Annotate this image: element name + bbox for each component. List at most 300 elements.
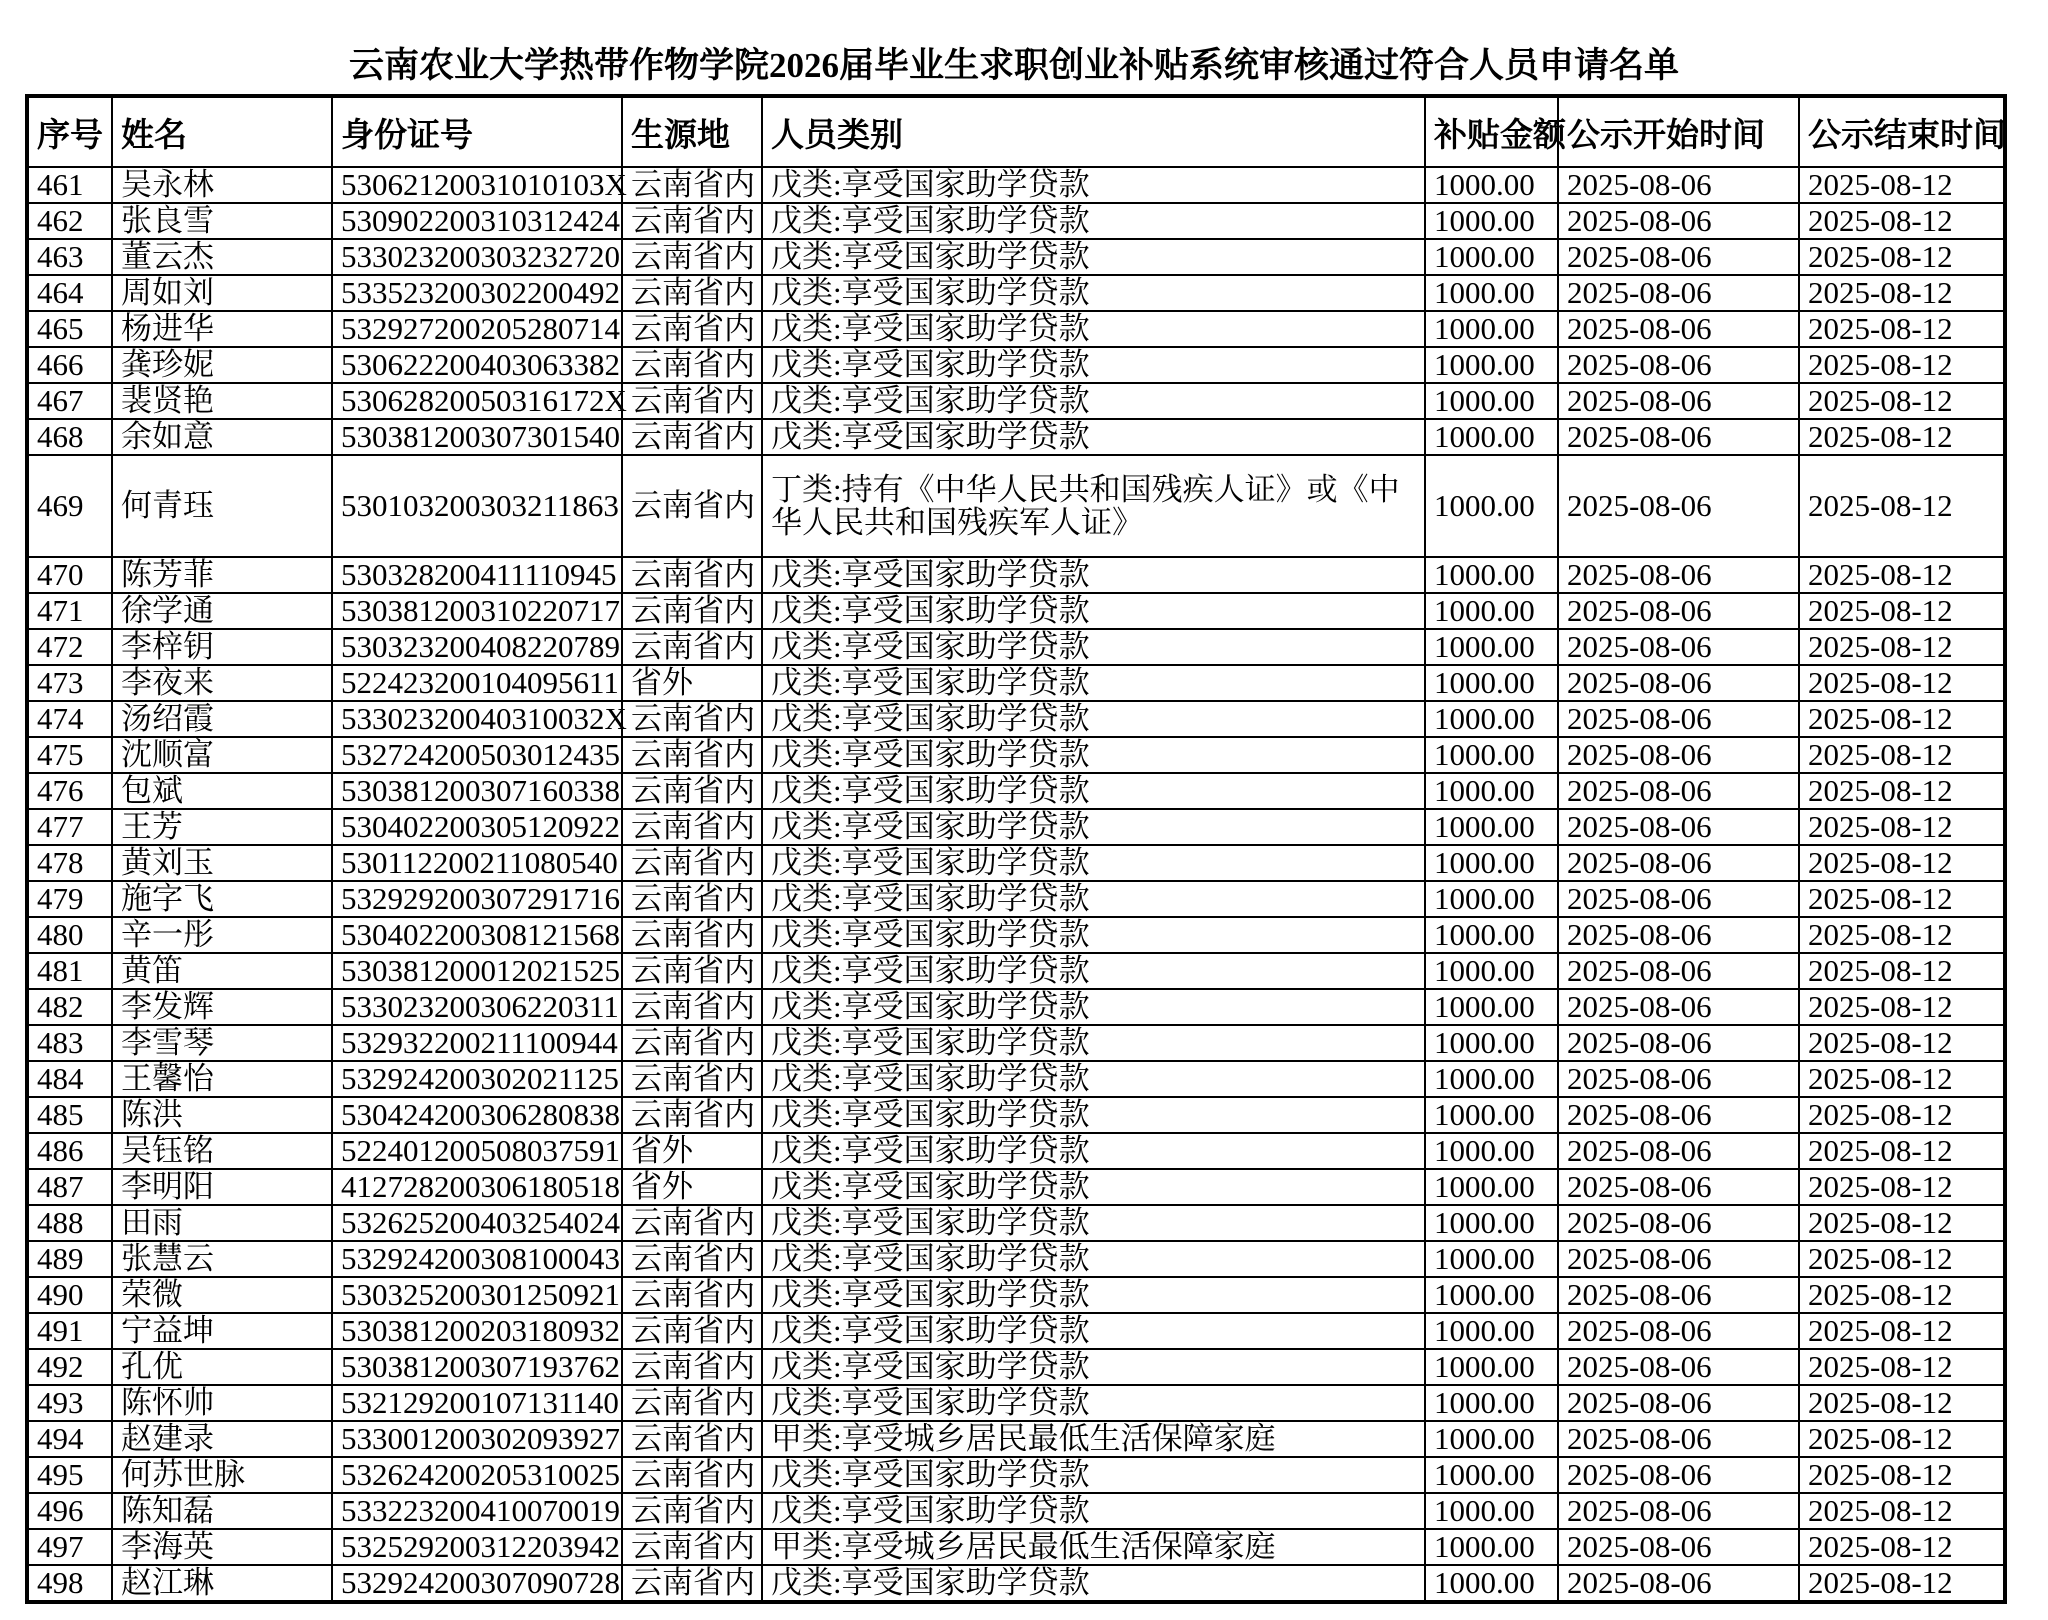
cell-origin: 云南省内: [622, 701, 762, 737]
cell-end-date: 2025-08-12: [1799, 737, 2005, 773]
cell-origin: 云南省内: [622, 1313, 762, 1349]
cell-name: 荣微: [112, 1277, 332, 1313]
cell-id-number: 530103200303211863: [332, 455, 622, 557]
cell-amount: 1000.00: [1425, 203, 1558, 239]
cell-index: 489: [27, 1241, 112, 1277]
header-category: 人员类别: [762, 96, 1425, 167]
cell-origin: 省外: [622, 665, 762, 701]
cell-amount: 1000.00: [1425, 1061, 1558, 1097]
cell-id-number: 532129200107131140: [332, 1385, 622, 1421]
cell-start-date: 2025-08-06: [1558, 1205, 1799, 1241]
cell-start-date: 2025-08-06: [1558, 311, 1799, 347]
cell-end-date: 2025-08-12: [1799, 239, 2005, 275]
cell-id-number: 532724200503012435: [332, 737, 622, 773]
cell-start-date: 2025-08-06: [1558, 1277, 1799, 1313]
cell-end-date: 2025-08-12: [1799, 275, 2005, 311]
cell-end-date: 2025-08-12: [1799, 1565, 2005, 1602]
table-row: [27, 773, 2005, 809]
cell-id-number: 530402200305120922: [332, 809, 622, 845]
cell-name: 陈芳菲: [112, 557, 332, 593]
header-end-date: 公示结束时间: [1799, 96, 2005, 167]
cell-end-date: 2025-08-12: [1799, 203, 2005, 239]
cell-start-date: 2025-08-06: [1558, 1565, 1799, 1602]
cell-origin: 云南省内: [622, 455, 762, 557]
table-row: [27, 1349, 2005, 1385]
table-row: [27, 383, 2005, 419]
cell-amount: 1000.00: [1425, 881, 1558, 917]
cell-category: 戊类:享受国家助学贷款: [762, 557, 1425, 593]
table-row: [27, 593, 2005, 629]
cell-id-number: 533023200303232720: [332, 239, 622, 275]
cell-amount: 1000.00: [1425, 1313, 1558, 1349]
cell-start-date: 2025-08-06: [1558, 1529, 1799, 1565]
cell-origin: 云南省内: [622, 1205, 762, 1241]
cell-index: 495: [27, 1457, 112, 1493]
cell-category: 戊类:享受国家助学贷款: [762, 881, 1425, 917]
table-row: [27, 809, 2005, 845]
cell-start-date: 2025-08-06: [1558, 419, 1799, 455]
cell-name: 辛一彤: [112, 917, 332, 953]
cell-index: 478: [27, 845, 112, 881]
cell-category: 戊类:享受国家助学贷款: [762, 203, 1425, 239]
cell-start-date: 2025-08-06: [1558, 845, 1799, 881]
cell-origin: 云南省内: [622, 1097, 762, 1133]
cell-category: 戊类:享受国家助学贷款: [762, 1277, 1425, 1313]
cell-amount: 1000.00: [1425, 383, 1558, 419]
cell-index: 488: [27, 1205, 112, 1241]
cell-amount: 1000.00: [1425, 1457, 1558, 1493]
cell-origin: 云南省内: [622, 239, 762, 275]
table-row: [27, 1025, 2005, 1061]
cell-index: 470: [27, 557, 112, 593]
cell-end-date: 2025-08-12: [1799, 1421, 2005, 1457]
cell-start-date: 2025-08-06: [1558, 1133, 1799, 1169]
cell-name: 汤绍霞: [112, 701, 332, 737]
cell-name: 黄笛: [112, 953, 332, 989]
cell-name: 赵建录: [112, 1421, 332, 1457]
cell-id-number: 532924200307090728: [332, 1565, 622, 1602]
table-row: [27, 881, 2005, 917]
cell-end-date: 2025-08-12: [1799, 773, 2005, 809]
cell-name: 陈洪: [112, 1097, 332, 1133]
cell-index: 481: [27, 953, 112, 989]
applicant-roster-table: [25, 94, 2007, 1604]
cell-category: 戊类:享受国家助学贷款: [762, 845, 1425, 881]
cell-origin: 云南省内: [622, 593, 762, 629]
table-row: [27, 557, 2005, 593]
cell-amount: 1000.00: [1425, 989, 1558, 1025]
cell-end-date: 2025-08-12: [1799, 629, 2005, 665]
cell-start-date: 2025-08-06: [1558, 1313, 1799, 1349]
cell-category: 戊类:享受国家助学贷款: [762, 1205, 1425, 1241]
table-row: [27, 1277, 2005, 1313]
cell-amount: 1000.00: [1425, 1025, 1558, 1061]
table-row: [27, 989, 2005, 1025]
cell-id-number: 530381200307193762: [332, 1349, 622, 1385]
cell-start-date: 2025-08-06: [1558, 239, 1799, 275]
cell-amount: 1000.00: [1425, 1241, 1558, 1277]
cell-start-date: 2025-08-06: [1558, 167, 1799, 203]
header-id-number: 身份证号: [332, 96, 622, 167]
table-row: [27, 737, 2005, 773]
cell-start-date: 2025-08-06: [1558, 557, 1799, 593]
cell-index: 480: [27, 917, 112, 953]
cell-start-date: 2025-08-06: [1558, 1385, 1799, 1421]
cell-id-number: 532529200312203942: [332, 1529, 622, 1565]
cell-end-date: 2025-08-12: [1799, 1349, 2005, 1385]
table-row: [27, 1313, 2005, 1349]
cell-name: 沈顺富: [112, 737, 332, 773]
cell-id-number: 530328200411110945: [332, 557, 622, 593]
cell-amount: 1000.00: [1425, 1529, 1558, 1565]
cell-index: 497: [27, 1529, 112, 1565]
cell-index: 483: [27, 1025, 112, 1061]
table-header: [27, 96, 2005, 167]
cell-origin: 云南省内: [622, 383, 762, 419]
cell-start-date: 2025-08-06: [1558, 1457, 1799, 1493]
cell-origin: 云南省内: [622, 167, 762, 203]
cell-name: 李夜来: [112, 665, 332, 701]
cell-origin: 云南省内: [622, 953, 762, 989]
cell-start-date: 2025-08-06: [1558, 737, 1799, 773]
cell-amount: 1000.00: [1425, 737, 1558, 773]
cell-name: 李发辉: [112, 989, 332, 1025]
cell-category: 戊类:享受国家助学贷款: [762, 1349, 1425, 1385]
cell-start-date: 2025-08-06: [1558, 1493, 1799, 1529]
table-row: [27, 953, 2005, 989]
cell-start-date: 2025-08-06: [1558, 1061, 1799, 1097]
cell-name: 王馨怡: [112, 1061, 332, 1097]
cell-start-date: 2025-08-06: [1558, 1421, 1799, 1457]
cell-end-date: 2025-08-12: [1799, 1205, 2005, 1241]
cell-origin: 云南省内: [622, 311, 762, 347]
cell-index: 465: [27, 311, 112, 347]
cell-id-number: 532927200205280714: [332, 311, 622, 347]
cell-amount: 1000.00: [1425, 773, 1558, 809]
cell-end-date: 2025-08-12: [1799, 383, 2005, 419]
table-row: [27, 1061, 2005, 1097]
cell-start-date: 2025-08-06: [1558, 1349, 1799, 1385]
cell-category: 戊类:享受国家助学贷款: [762, 1133, 1425, 1169]
cell-index: 496: [27, 1493, 112, 1529]
cell-amount: 1000.00: [1425, 1277, 1558, 1313]
cell-index: 462: [27, 203, 112, 239]
cell-name: 宁益坤: [112, 1313, 332, 1349]
table-row: [27, 1205, 2005, 1241]
header-index: 序号: [27, 96, 112, 167]
table-row: [27, 917, 2005, 953]
cell-end-date: 2025-08-12: [1799, 665, 2005, 701]
cell-start-date: 2025-08-06: [1558, 1025, 1799, 1061]
cell-category: 丁类:持有《中华人民共和国残疾人证》或《中华人民共和国残疾军人证》: [762, 455, 1425, 557]
table-row: [27, 203, 2005, 239]
table-row: [27, 845, 2005, 881]
table-row: [27, 1493, 2005, 1529]
cell-name: 周如刘: [112, 275, 332, 311]
cell-amount: 1000.00: [1425, 1493, 1558, 1529]
header-name: 姓名: [112, 96, 332, 167]
cell-id-number: 530622200403063382: [332, 347, 622, 383]
cell-amount: 1000.00: [1425, 167, 1558, 203]
cell-category: 戊类:享受国家助学贷款: [762, 347, 1425, 383]
cell-id-number: 532924200302021125: [332, 1061, 622, 1097]
cell-start-date: 2025-08-06: [1558, 701, 1799, 737]
cell-index: 487: [27, 1169, 112, 1205]
cell-start-date: 2025-08-06: [1558, 773, 1799, 809]
cell-category: 戊类:享受国家助学贷款: [762, 1097, 1425, 1133]
cell-category: 戊类:享受国家助学贷款: [762, 701, 1425, 737]
table-row: [27, 311, 2005, 347]
cell-id-number: 533001200302093927: [332, 1421, 622, 1457]
cell-index: 469: [27, 455, 112, 557]
cell-start-date: 2025-08-06: [1558, 989, 1799, 1025]
cell-origin: 云南省内: [622, 737, 762, 773]
table-row: [27, 1421, 2005, 1457]
cell-category: 戊类:享受国家助学贷款: [762, 1169, 1425, 1205]
cell-start-date: 2025-08-06: [1558, 629, 1799, 665]
cell-name: 陈怀帅: [112, 1385, 332, 1421]
cell-name: 李雪琴: [112, 1025, 332, 1061]
cell-id-number: 530902200310312424: [332, 203, 622, 239]
header-start-date: 公示开始时间: [1558, 96, 1799, 167]
cell-name: 李海英: [112, 1529, 332, 1565]
cell-end-date: 2025-08-12: [1799, 1169, 2005, 1205]
cell-name: 何青珏: [112, 455, 332, 557]
cell-name: 李明阳: [112, 1169, 332, 1205]
cell-name: 余如意: [112, 419, 332, 455]
cell-category: 甲类:享受城乡居民最低生活保障家庭: [762, 1529, 1425, 1565]
cell-index: 463: [27, 239, 112, 275]
cell-index: 477: [27, 809, 112, 845]
cell-end-date: 2025-08-12: [1799, 1529, 2005, 1565]
cell-origin: 云南省内: [622, 845, 762, 881]
cell-index: 490: [27, 1277, 112, 1313]
table-row: [27, 665, 2005, 701]
cell-origin: 云南省内: [622, 1349, 762, 1385]
cell-id-number: 530381200203180932: [332, 1313, 622, 1349]
cell-id-number: 533023200306220311: [332, 989, 622, 1025]
cell-index: 494: [27, 1421, 112, 1457]
cell-name: 裴贤艳: [112, 383, 332, 419]
cell-index: 484: [27, 1061, 112, 1097]
cell-category: 戊类:享受国家助学贷款: [762, 1385, 1425, 1421]
cell-name: 孔优: [112, 1349, 332, 1385]
cell-name: 黄刘玉: [112, 845, 332, 881]
cell-name: 张慧云: [112, 1241, 332, 1277]
cell-index: 472: [27, 629, 112, 665]
header-amount: 补贴金额: [1425, 96, 1558, 167]
cell-end-date: 2025-08-12: [1799, 1313, 2005, 1349]
cell-origin: 云南省内: [622, 1061, 762, 1097]
cell-amount: 1000.00: [1425, 809, 1558, 845]
cell-category: 戊类:享受国家助学贷款: [762, 773, 1425, 809]
table-row: [27, 419, 2005, 455]
cell-amount: 1000.00: [1425, 1205, 1558, 1241]
cell-category: 戊类:享受国家助学贷款: [762, 629, 1425, 665]
cell-name: 王芳: [112, 809, 332, 845]
cell-amount: 1000.00: [1425, 347, 1558, 383]
cell-origin: 云南省内: [622, 773, 762, 809]
cell-origin: 云南省内: [622, 1565, 762, 1602]
cell-end-date: 2025-08-12: [1799, 701, 2005, 737]
cell-amount: 1000.00: [1425, 665, 1558, 701]
table-row: [27, 1169, 2005, 1205]
cell-start-date: 2025-08-06: [1558, 203, 1799, 239]
cell-name: 吴永林: [112, 167, 332, 203]
cell-amount: 1000.00: [1425, 275, 1558, 311]
cell-name: 徐学通: [112, 593, 332, 629]
cell-category: 戊类:享受国家助学贷款: [762, 383, 1425, 419]
cell-origin: 云南省内: [622, 1277, 762, 1313]
cell-origin: 云南省内: [622, 1493, 762, 1529]
cell-category: 戊类:享受国家助学贷款: [762, 1493, 1425, 1529]
cell-id-number: 532924200308100043: [332, 1241, 622, 1277]
cell-amount: 1000.00: [1425, 557, 1558, 593]
cell-start-date: 2025-08-06: [1558, 809, 1799, 845]
cell-category: 戊类:享受国家助学贷款: [762, 1565, 1425, 1602]
table-row: [27, 1385, 2005, 1421]
cell-end-date: 2025-08-12: [1799, 455, 2005, 557]
cell-category: 戊类:享受国家助学贷款: [762, 593, 1425, 629]
cell-origin: 云南省内: [622, 275, 762, 311]
cell-id-number: 522401200508037591: [332, 1133, 622, 1169]
cell-id-number: 530381200310220717: [332, 593, 622, 629]
cell-id-number: 53302320040310032X: [332, 701, 622, 737]
cell-start-date: 2025-08-06: [1558, 275, 1799, 311]
table-row: [27, 701, 2005, 737]
cell-name: 张良雪: [112, 203, 332, 239]
cell-start-date: 2025-08-06: [1558, 1169, 1799, 1205]
cell-amount: 1000.00: [1425, 629, 1558, 665]
cell-index: 498: [27, 1565, 112, 1602]
cell-start-date: 2025-08-06: [1558, 953, 1799, 989]
cell-index: 475: [27, 737, 112, 773]
cell-amount: 1000.00: [1425, 953, 1558, 989]
cell-end-date: 2025-08-12: [1799, 1493, 2005, 1529]
cell-category: 戊类:享受国家助学贷款: [762, 419, 1425, 455]
cell-end-date: 2025-08-12: [1799, 347, 2005, 383]
cell-end-date: 2025-08-12: [1799, 167, 2005, 203]
cell-start-date: 2025-08-06: [1558, 593, 1799, 629]
table-row: [27, 275, 2005, 311]
table-row: [27, 629, 2005, 665]
cell-index: 482: [27, 989, 112, 1025]
table-row: [27, 1457, 2005, 1493]
cell-origin: 云南省内: [622, 1385, 762, 1421]
cell-end-date: 2025-08-12: [1799, 1277, 2005, 1313]
cell-end-date: 2025-08-12: [1799, 1025, 2005, 1061]
cell-amount: 1000.00: [1425, 1097, 1558, 1133]
cell-id-number: 533523200302200492: [332, 275, 622, 311]
cell-amount: 1000.00: [1425, 1565, 1558, 1602]
cell-origin: 云南省内: [622, 809, 762, 845]
cell-index: 464: [27, 275, 112, 311]
cell-end-date: 2025-08-12: [1799, 557, 2005, 593]
cell-index: 493: [27, 1385, 112, 1421]
cell-name: 包斌: [112, 773, 332, 809]
cell-end-date: 2025-08-12: [1799, 953, 2005, 989]
cell-name: 田雨: [112, 1205, 332, 1241]
cell-id-number: 530112200211080540: [332, 845, 622, 881]
cell-id-number: 532932200211100944: [332, 1025, 622, 1061]
cell-origin: 云南省内: [622, 989, 762, 1025]
table-row: [27, 1241, 2005, 1277]
cell-category: 戊类:享受国家助学贷款: [762, 809, 1425, 845]
cell-id-number: 530402200308121568: [332, 917, 622, 953]
cell-category: 戊类:享受国家助学贷款: [762, 1061, 1425, 1097]
page-title: 云南农业大学热带作物学院2026届毕业生求职创业补贴系统审核通过符合人员申请名单: [348, 46, 1679, 85]
cell-origin: 省外: [622, 1133, 762, 1169]
cell-amount: 1000.00: [1425, 1133, 1558, 1169]
cell-end-date: 2025-08-12: [1799, 311, 2005, 347]
cell-index: 467: [27, 383, 112, 419]
cell-origin: 云南省内: [622, 1529, 762, 1565]
cell-id-number: 530424200306280838: [332, 1097, 622, 1133]
cell-id-number: 530381200307301540: [332, 419, 622, 455]
cell-category: 戊类:享受国家助学贷款: [762, 239, 1425, 275]
cell-end-date: 2025-08-12: [1799, 989, 2005, 1025]
cell-origin: 云南省内: [622, 1457, 762, 1493]
cell-end-date: 2025-08-12: [1799, 917, 2005, 953]
cell-id-number: 530323200408220789: [332, 629, 622, 665]
cell-index: 486: [27, 1133, 112, 1169]
cell-category: 戊类:享受国家助学贷款: [762, 917, 1425, 953]
header-row: [27, 96, 2005, 167]
cell-origin: 云南省内: [622, 917, 762, 953]
cell-origin: 云南省内: [622, 347, 762, 383]
cell-origin: 云南省内: [622, 203, 762, 239]
cell-index: 491: [27, 1313, 112, 1349]
cell-id-number: 530381200012021525: [332, 953, 622, 989]
cell-id-number: 522423200104095611: [332, 665, 622, 701]
cell-id-number: 532624200205310025: [332, 1457, 622, 1493]
cell-name: 陈知磊: [112, 1493, 332, 1529]
table-body: [27, 167, 2005, 1602]
cell-id-number: 530325200301250921: [332, 1277, 622, 1313]
cell-index: 468: [27, 419, 112, 455]
cell-end-date: 2025-08-12: [1799, 593, 2005, 629]
table-row: [27, 239, 2005, 275]
cell-amount: 1000.00: [1425, 1385, 1558, 1421]
table-row: [27, 1565, 2005, 1602]
cell-index: 471: [27, 593, 112, 629]
cell-origin: 云南省内: [622, 557, 762, 593]
cell-index: 474: [27, 701, 112, 737]
header-origin: 生源地: [622, 96, 762, 167]
cell-category: 戊类:享受国家助学贷款: [762, 665, 1425, 701]
cell-start-date: 2025-08-06: [1558, 455, 1799, 557]
cell-amount: 1000.00: [1425, 239, 1558, 275]
cell-amount: 1000.00: [1425, 701, 1558, 737]
cell-index: 479: [27, 881, 112, 917]
table-row: [27, 347, 2005, 383]
cell-category: 戊类:享受国家助学贷款: [762, 311, 1425, 347]
cell-name: 施字飞: [112, 881, 332, 917]
cell-name: 吴钰铭: [112, 1133, 332, 1169]
cell-id-number: 530381200307160338: [332, 773, 622, 809]
cell-amount: 1000.00: [1425, 455, 1558, 557]
cell-name: 李梓钥: [112, 629, 332, 665]
cell-id-number: 53062120031010103X: [332, 167, 622, 203]
cell-amount: 1000.00: [1425, 1169, 1558, 1205]
cell-name: 董云杰: [112, 239, 332, 275]
cell-index: 492: [27, 1349, 112, 1385]
cell-origin: 云南省内: [622, 1241, 762, 1277]
cell-start-date: 2025-08-06: [1558, 347, 1799, 383]
cell-category: 戊类:享受国家助学贷款: [762, 1241, 1425, 1277]
cell-category: 戊类:享受国家助学贷款: [762, 989, 1425, 1025]
cell-start-date: 2025-08-06: [1558, 917, 1799, 953]
